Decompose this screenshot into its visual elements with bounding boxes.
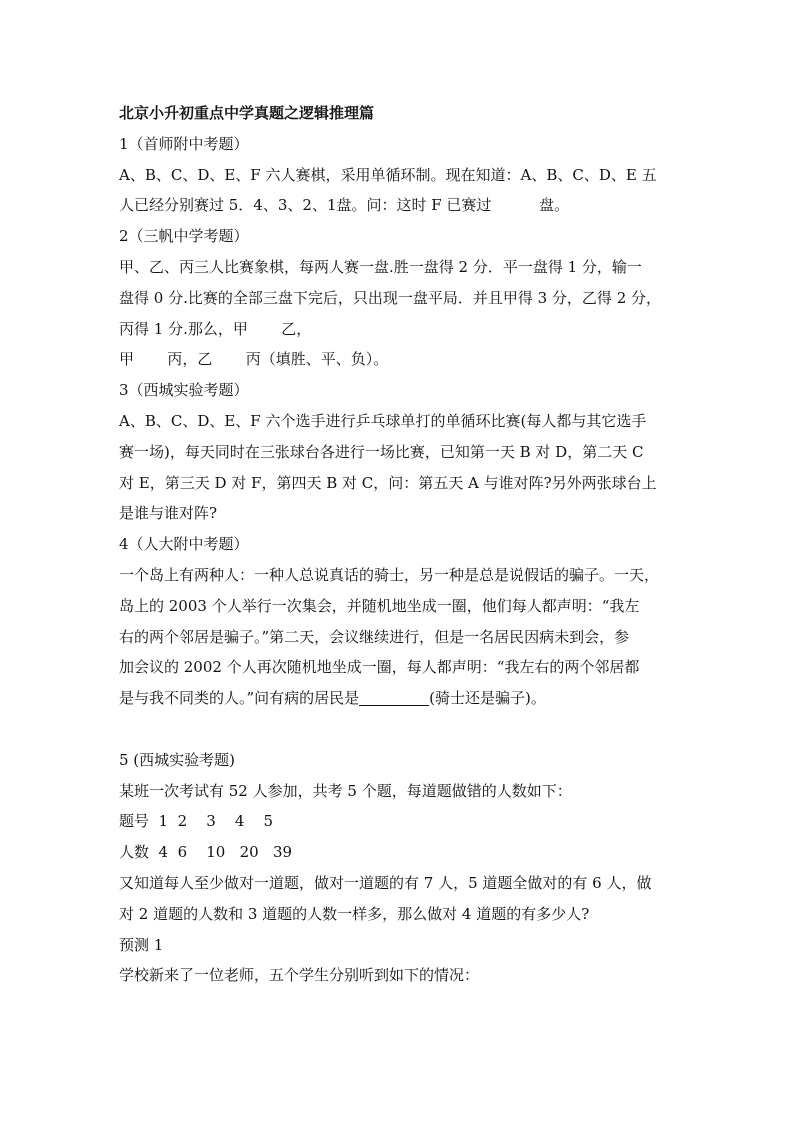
question-3-text-line-4: 是谁与谁对阵? (119, 504, 218, 523)
question-3-text-line-2: 赛一场)，每天同时在三张球台各进行一场比赛，已知第一天 B 对 D，第二天 C (119, 442, 644, 461)
prediction-text-line-1: 学校新来了一位老师，五个学生分别听到如下的情况： (119, 966, 480, 985)
question-2-text-line-3: 丙得 1 分.那么，甲 乙， (119, 319, 312, 338)
question-5-text-line-1: 某班一次考试有 52 人参加，共考 5 个题，每道题做错的人数如下： (119, 781, 572, 800)
question-2-text-line-2: 盘得 0 分.比赛的全部三盘下完后，只出现一盘平局．并且甲得 3 分，乙得 2 分， (119, 288, 662, 307)
question-2-text-line-4: 甲 丙，乙 丙（填胜、平、负）。 (119, 350, 389, 369)
question-4-text-line-1: 一个岛上有两种人：一种人总说真话的骑士，另一种是总是说假话的骗子。一天， (119, 565, 660, 584)
answer-blank (359, 689, 429, 706)
question-5-text-line-2: 又知道每人至少做对一道题，做对一道题的有 7 人，5 道题全做对的有 6 人，做 (119, 873, 652, 892)
question-3-text-line-1: A、B、C、D、E、F 六个选手进行乒乓球单打的单循环比赛(每人都与其它选手 (119, 411, 647, 430)
question-4-text-before-blank: 是与我不同类的人。”问有病的居民是 (119, 689, 360, 708)
question-1-heading: 1（首师附中考题） (119, 134, 249, 153)
question-4-text-line-4: 加会议的 2002 个人再次随机地坐成一圈，每人都声明：“我左右的两个邻居都 (119, 658, 640, 677)
question-3-heading: 3（西城实验考题） (119, 381, 249, 400)
question-1-text-line-2: 人已经分别赛过 5．4、3、2、1盘。问：这时 F 已赛过 盘。 (119, 196, 570, 215)
document-title: 北京小升初重点中学真题之逻辑推理篇 (119, 104, 375, 122)
question-4-text-line-5 (119, 683, 679, 714)
question-3-text-line-3: 对 E，第三天 D 对 F，第四天 B 对 C，问：第五天 A 与谁对阵?另外两张球台上 (119, 473, 657, 492)
question-4-text-line-2: 岛上的 2003 个人举行一次集会，并随机地坐成一圈，他们每人都声明：“我左 (119, 596, 640, 615)
question-5-table-row-counts: 人数 4 6 10 20 39 (119, 843, 293, 862)
question-4-text-line-3: 右的两个邻居是骗子。”第二天，会议继续进行，但是一名居民因病未到会，参 (119, 627, 630, 646)
question-4-heading: 4（人大附中考题） (119, 535, 249, 554)
spacer (119, 714, 679, 745)
question-5-table-row-numbers: 题号 1 2 3 4 5 (119, 812, 274, 831)
prediction-heading: 预测 1 (119, 935, 164, 954)
question-2-heading: 2（三帆中学考题） (119, 227, 249, 246)
question-5-text-line-3: 对 2 道题的人数和 3 道题的人数一样多，那么做对 4 道题的有多少人? (119, 904, 590, 923)
question-5-heading: 5 (西城实验考题) (119, 750, 236, 769)
document-body (119, 98, 679, 991)
question-2-text-line-1: 甲、乙、丙三人比赛象棋，每两人赛一盘.胜一盘得 2 分．平一盘得 1 分，输一 (119, 257, 642, 276)
question-1-text-line-1: A、B、C、D、E、F 六人赛棋，采用单循环制。现在知道：A、B、C、D、E 五 (119, 165, 657, 184)
question-4-text-after-blank: (骑士还是骗子)。 (429, 689, 546, 708)
